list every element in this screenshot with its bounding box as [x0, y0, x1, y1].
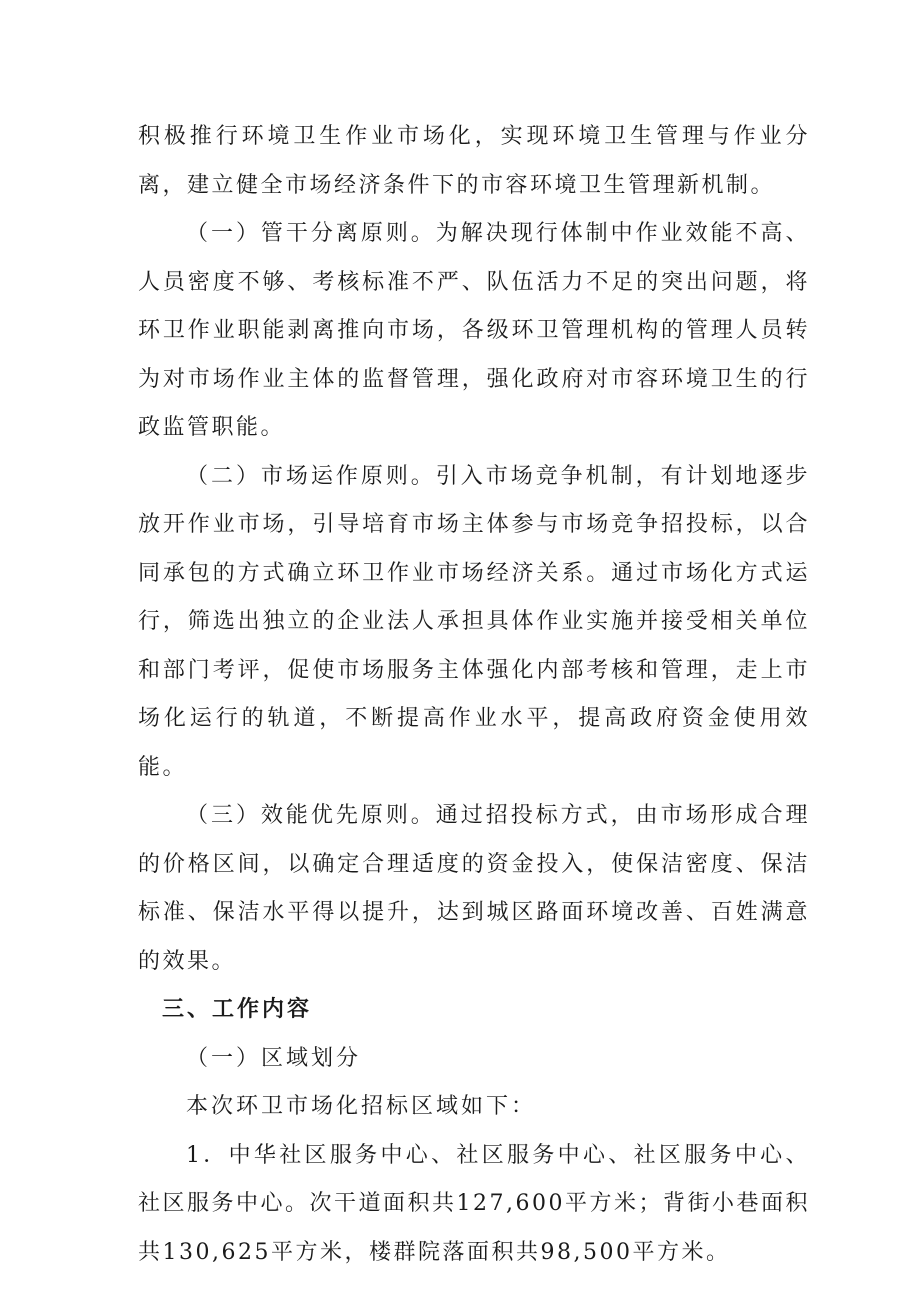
paragraph-principle-3: （三）效能优先原则。通过招投标方式，由市场形成合理的价格区间，以确定合理适度的资金投入，使保洁密度、保洁标准、保洁水平得以提升，达到城区路面环境改善、百姓满意的效果。 — [138, 803, 810, 974]
document-page — [138, 113, 810, 1277]
paragraph-principle-1: （一）管干分离原则。为解决现行体制中作业效能不高、人员密度不够、考核标准不严、队伍活力不足的突出问题，将环卫作业职能剥离推向市场，各级环卫管理机构的管理人员转为对市场作业主体的监督管理，强化政府对市容环境卫生的行政监管职能。 — [138, 221, 810, 440]
intro-line: 本次环卫市场化招标区域如下： — [186, 1094, 537, 1119]
section-heading: 三、工作内容 — [162, 997, 313, 1022]
paragraph-intro: 积极推行环境卫生作业市场化，实现环境卫生管理与作业分离，建立健全市场经济条件下的市容环境卫生管理新机制。 — [138, 124, 810, 198]
paragraph-principle-2: （二）市场运作原则。引入市场竞争机制，有计划地逐步放开作业市场，引导培育市场主体参与市场竞争招投标，以合同承包的方式确立环卫作业市场经济关系。通过市场化方式运行，筛选出独立的企业法人承担具体作业实施并接受相关单位和部门考评，促使市场服务主体强化内部考核和管理，走上市场化运行的轨道，不断提高作业水平，提高政府资金使用效能。 — [138, 463, 810, 780]
list-item-1: 1．中华社区服务中心、社区服务中心、社区服务中心、社区服务中心。次干道面积共127,600平方米；背街小巷面积共130,625平方米，楼群院落面积共98,500平方米。 — [138, 1142, 810, 1265]
subsection-heading: （一）区域划分 — [186, 1045, 362, 1071]
